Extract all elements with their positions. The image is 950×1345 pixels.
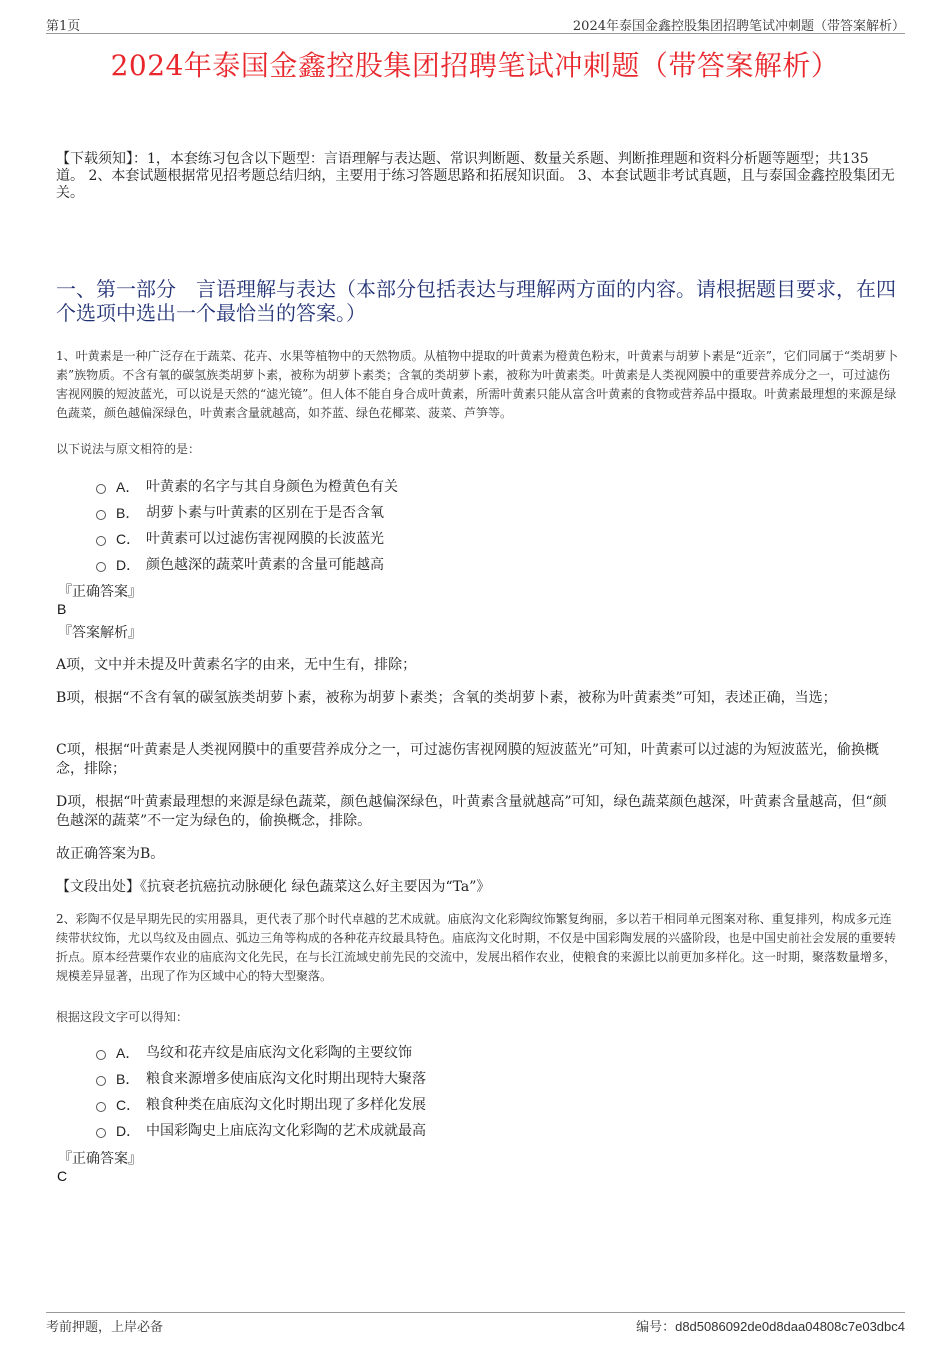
question-2-option-c[interactable]: [96, 1092, 796, 1118]
option-text: 叶黄素可以过滤伤害视网膜的长波蓝光: [146, 531, 384, 547]
option-letter: A．: [116, 1045, 140, 1061]
analysis-item: C项，根据“叶黄素是人类视网膜中的重要营养成分之一，可过滤伤害视网膜的短波蓝光”可知，叶黄素可以过滤的为短波蓝光，偷换概念，排除；: [56, 742, 880, 777]
page-footer: [46, 1312, 905, 1334]
option-text: 粮食种类在庙底沟文化时期出现了多样化发展: [146, 1097, 426, 1113]
question-1-analysis-label: 『答案解析』: [58, 625, 142, 641]
option-text: 胡萝卜素与叶黄素的区别在于是否含氧: [146, 505, 384, 521]
footer-slogan: 考前押题，上岸必备: [46, 1320, 164, 1335]
question-2-prompt: 根据这段文字可以得知：: [56, 1010, 189, 1024]
header-doc-title: 2024年泰国金鑫控股集团招聘笔试冲刺题（带答案解析）: [572, 19, 905, 34]
question-1-answer-label: 『正确答案』: [58, 584, 142, 600]
option-letter: D．: [116, 1123, 141, 1139]
option-text: 粮食来源增多使庙底沟文化时期出现特大聚落: [146, 1071, 426, 1087]
footer-code: [636, 1316, 905, 1335]
radio-button[interactable]: [96, 1050, 106, 1060]
question-1-answer: B: [57, 601, 67, 617]
analysis-item: B项，根据“不含有氧的碳氢族类胡萝卜素，被称为胡萝卜素类；含氧的类胡萝卜素，被称为叶黄素类”可知，表述正确，当选；: [56, 690, 837, 706]
option-text: 鸟纹和花卉纹是庙底沟文化彩陶的主要纹饰: [146, 1045, 412, 1061]
option-text: 颜色越深的蔬菜叶黄素的含量可能越高: [146, 557, 384, 573]
page-header: [46, 14, 905, 34]
page-number: 第1页: [46, 19, 81, 34]
option-letter: C．: [116, 1097, 141, 1113]
question-1-option-d[interactable]: [96, 552, 796, 578]
radio-button[interactable]: [96, 562, 106, 572]
question-1-option-c[interactable]: [96, 526, 796, 552]
option-letter: C．: [116, 531, 141, 547]
question-1-options: [96, 474, 796, 578]
section-title: 一、第一部分 言语理解与表达（本部分包括表达与理解两方面的内容。请根据题目要求，在四个选项中选出一个最恰当的答案。）: [56, 277, 896, 325]
option-letter: D．: [116, 557, 141, 573]
analysis-item: A项，文中并未提及叶黄素名字的由来，无中生有，排除；: [56, 657, 417, 673]
question-1-text: 1、叶黄素是一种广泛存在于蔬菜、花卉、水果等植物中的天然物质。从植物中提取的叶黄素为橙黄色粉末，叶黄素与胡萝卜素是“近亲”，它们同属于“类胡萝卜素”族物质。不含有氧的碳氢族类胡萝卜素，被称为胡萝卜素类；含氧的类胡萝卜素，被称为叶黄素类。叶黄素是人类视网膜中的重要营养成分之一，可过滤伤害视网膜的短波蓝光，可以说是天然的“滤光镜”。但人体不能自身合成叶黄素，所需叶黄素只能从富含叶黄素的食物或营养品中摄取。叶黄素最理想的来源是绿色蔬菜，颜色越偏深绿色，叶黄素含量就越高，如芥蓝、绿色花椰菜、菠菜、芦笋等。: [56, 349, 899, 420]
download-notice: 【下载须知】：1，本套练习包含以下题型：言语理解与表达题、常识判断题、数量关系题、判断推理题和资料分析题等题型；共135道。 2、本套试题根据常见招考题总结归纳，主要用于练习答题思路和拓展知识面。 3、本套试题非考试真题，且与泰国金鑫控股集团无关。: [56, 151, 895, 201]
question-1-source: 【文段出处】《抗衰老抗癌抗动脉硬化 绿色蔬菜这么好主要因为“Ta”》: [56, 879, 491, 895]
question-2-answer: C: [57, 1168, 68, 1184]
option-letter: B．: [116, 1071, 140, 1087]
option-letter: A．: [116, 479, 140, 495]
question-2-text: 2、彩陶不仅是早期先民的实用器具，更代表了那个时代卓越的艺术成就。庙底沟文化彩陶纹饰繁复绚丽，多以若干相同单元图案对称、重复排列，构成多元连续带状纹饰，尤以鸟纹及由圆点、弧边三角等构成的各种花卉纹最具特色。庙底沟文化时期，不仅是中国彩陶发展的兴盛阶段，也是中国史前社会发展的重要转折点。原本经营粟作农业的庙底沟文化先民，在与长江流域史前先民的交流中，发展出稻作农业，使粮食的来源比以前更加多样化。这一时期，聚落数量增多，规模差异显著，出现了作为区域中心的特大型聚落。: [56, 912, 897, 983]
question-2-options: [96, 1040, 796, 1144]
radio-button[interactable]: [96, 536, 106, 546]
radio-button[interactable]: [96, 1102, 106, 1112]
analysis-item: D项，根据“叶黄素最理想的来源是绿色蔬菜，颜色越偏深绿色，叶黄素含量就越高”可知，绿色蔬菜颜色越深，叶黄素含量越高，但“颜色越深的蔬菜”不一定为绿色的，偷换概念，排除。: [56, 794, 887, 829]
footer-code-value: d8d5086092de0d8daa04808c7e03dbc4: [675, 1319, 905, 1334]
question-1-option-b[interactable]: [96, 500, 796, 526]
radio-button[interactable]: [96, 510, 106, 520]
question-1-option-a[interactable]: [96, 474, 796, 500]
analysis-conclusion: 故正确答案为B。: [56, 846, 165, 862]
radio-button[interactable]: [96, 1076, 106, 1086]
option-letter: B．: [116, 505, 140, 521]
option-text: 中国彩陶史上庙底沟文化彩陶的艺术成就最高: [146, 1123, 426, 1139]
question-2-answer-label: 『正确答案』: [58, 1151, 142, 1167]
question-1-prompt: 以下说法与原文相符的是：: [56, 442, 201, 456]
document-title: 2024年泰国金鑫控股集团招聘笔试冲刺题（带答案解析）: [110, 49, 840, 82]
footer-code-label: 编号：: [636, 1320, 676, 1335]
question-2-option-a[interactable]: [96, 1040, 796, 1066]
option-text: 叶黄素的名字与其自身颜色为橙黄色有关: [146, 479, 398, 495]
radio-button[interactable]: [96, 484, 106, 494]
question-2-option-b[interactable]: [96, 1066, 796, 1092]
question-2-option-d[interactable]: [96, 1118, 796, 1144]
radio-button[interactable]: [96, 1128, 106, 1138]
